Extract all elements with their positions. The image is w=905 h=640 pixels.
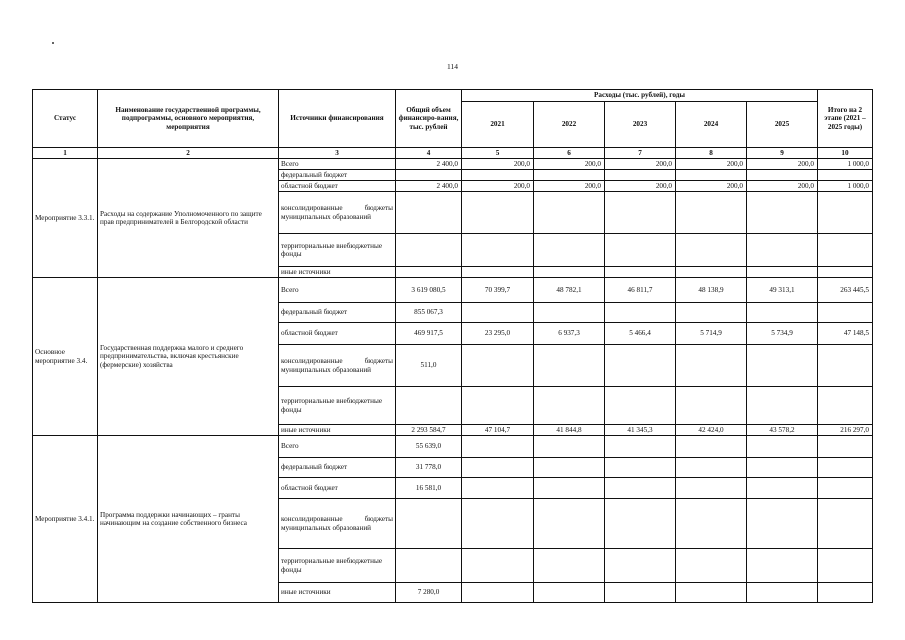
- total-cell: 16 581,0: [396, 478, 462, 499]
- year-cell: [462, 499, 534, 549]
- year-cell: [747, 499, 818, 549]
- year-cell: [676, 387, 747, 425]
- column-number: 10: [818, 148, 873, 159]
- column-number: 5: [462, 148, 534, 159]
- year-cell: [676, 583, 747, 603]
- year-cell: [676, 345, 747, 387]
- column-number: 9: [747, 148, 818, 159]
- column-number: 7: [605, 148, 676, 159]
- source-cell: территориальные внебюджетные фонды: [279, 234, 396, 267]
- total-cell: 55 639,0: [396, 436, 462, 458]
- year-cell: [605, 549, 676, 583]
- year-cell: [462, 170, 534, 181]
- total-cell: [396, 170, 462, 181]
- year-cell: [462, 549, 534, 583]
- stage-total-cell: [818, 192, 873, 234]
- year-cell: 200,0: [676, 181, 747, 192]
- year-cell: 43 578,2: [747, 425, 818, 436]
- year-cell: [676, 303, 747, 323]
- year-cell: [605, 387, 676, 425]
- column-number: 2: [98, 148, 279, 159]
- total-cell: 2 400,0: [396, 159, 462, 170]
- table-row: [33, 436, 873, 458]
- year-cell: 49 313,1: [747, 278, 818, 303]
- row-status: Мероприятие 3.3.1.: [33, 159, 98, 278]
- year-cell: [534, 478, 605, 499]
- year-cell: [534, 583, 605, 603]
- year-cell: [534, 458, 605, 478]
- year-cell: [676, 192, 747, 234]
- stage-total-cell: 1 000,0: [818, 181, 873, 192]
- year-cell: [534, 387, 605, 425]
- year-cell: [747, 436, 818, 458]
- year-cell: 70 399,7: [462, 278, 534, 303]
- year-cell: [747, 170, 818, 181]
- stage-total-cell: [818, 303, 873, 323]
- header-year: 2025: [747, 102, 818, 148]
- year-cell: [605, 170, 676, 181]
- year-cell: [605, 478, 676, 499]
- year-cell: 41 844,8: [534, 425, 605, 436]
- header-sources: Источники финансирования: [279, 90, 396, 148]
- scan-speck: [52, 42, 54, 44]
- year-cell: [747, 267, 818, 278]
- year-cell: [462, 478, 534, 499]
- source-cell: консолидированные бюджеты муниципальных образований: [279, 192, 396, 234]
- year-cell: [462, 583, 534, 603]
- year-cell: [605, 303, 676, 323]
- column-number-row: [33, 148, 873, 159]
- column-number: 3: [279, 148, 396, 159]
- total-cell: 7 280,0: [396, 583, 462, 603]
- year-cell: [462, 303, 534, 323]
- total-cell: 469 917,5: [396, 323, 462, 345]
- stage-total-cell: [818, 267, 873, 278]
- year-cell: 200,0: [747, 159, 818, 170]
- stage-total-cell: 216 297,0: [818, 425, 873, 436]
- table-row: [33, 278, 873, 303]
- year-cell: [534, 436, 605, 458]
- year-cell: [534, 303, 605, 323]
- stage-total-cell: [818, 345, 873, 387]
- year-cell: [605, 436, 676, 458]
- source-cell: областной бюджет: [279, 181, 396, 192]
- year-cell: [747, 234, 818, 267]
- year-cell: 200,0: [462, 159, 534, 170]
- source-cell: территориальные внебюджетные фонды: [279, 549, 396, 583]
- year-cell: [747, 478, 818, 499]
- source-cell: федеральный бюджет: [279, 303, 396, 323]
- stage-total-cell: 263 445,5: [818, 278, 873, 303]
- source-cell: консолидированные бюджеты муниципальных образований: [279, 499, 396, 549]
- year-cell: [676, 267, 747, 278]
- source-cell: федеральный бюджет: [279, 458, 396, 478]
- year-cell: 200,0: [676, 159, 747, 170]
- header-expenses: Расходы (тыс. рублей), годы: [462, 90, 818, 102]
- row-name: Государственная поддержка малого и среднего предпринимательства, включая крестьянские (фермерские) хозяйства: [98, 278, 279, 436]
- total-cell: [396, 387, 462, 425]
- total-cell: [396, 234, 462, 267]
- source-cell: иные источники: [279, 583, 396, 603]
- year-cell: 46 811,7: [605, 278, 676, 303]
- group-measure-3-3-1: [33, 159, 873, 278]
- column-number: 6: [534, 148, 605, 159]
- stage-total-cell: 47 148,5: [818, 323, 873, 345]
- year-cell: [747, 192, 818, 234]
- year-cell: [462, 345, 534, 387]
- year-cell: 48 138,9: [676, 278, 747, 303]
- year-cell: [605, 267, 676, 278]
- stage-total-cell: [818, 436, 873, 458]
- year-cell: [605, 458, 676, 478]
- year-cell: [605, 234, 676, 267]
- header-stage-total: Итого на 2 этапе (2021 – 2025 годы): [818, 90, 873, 148]
- year-cell: 200,0: [534, 159, 605, 170]
- source-cell: территориальные внебюджетные фонды: [279, 387, 396, 425]
- total-cell: [396, 549, 462, 583]
- header-status: Статус: [33, 90, 98, 148]
- year-cell: [462, 387, 534, 425]
- year-cell: [605, 192, 676, 234]
- stage-total-cell: [818, 478, 873, 499]
- year-cell: 6 937,3: [534, 323, 605, 345]
- source-cell: областной бюджет: [279, 323, 396, 345]
- stage-total-cell: [818, 499, 873, 549]
- source-cell: консолидированные бюджеты муниципальных образований: [279, 345, 396, 387]
- year-cell: [534, 549, 605, 583]
- source-cell: Всего: [279, 159, 396, 170]
- source-cell: иные источники: [279, 425, 396, 436]
- year-cell: [676, 234, 747, 267]
- year-cell: [534, 170, 605, 181]
- year-cell: [676, 549, 747, 583]
- source-cell: Всего: [279, 436, 396, 458]
- year-cell: [747, 583, 818, 603]
- year-cell: 5 466,4: [605, 323, 676, 345]
- year-cell: 200,0: [534, 181, 605, 192]
- total-cell: 2 293 584,7: [396, 425, 462, 436]
- header-year: 2023: [605, 102, 676, 148]
- year-cell: [534, 499, 605, 549]
- header-name: Наименование государственной программы, подпрограммы, основного мероприятия, мероприятия: [98, 90, 279, 148]
- year-cell: [462, 267, 534, 278]
- total-cell: 31 778,0: [396, 458, 462, 478]
- total-cell: 2 400,0: [396, 181, 462, 192]
- year-cell: [676, 458, 747, 478]
- stage-total-cell: 1 000,0: [818, 159, 873, 170]
- year-cell: 23 295,0: [462, 323, 534, 345]
- year-cell: 200,0: [462, 181, 534, 192]
- year-cell: [747, 458, 818, 478]
- stage-total-cell: [818, 234, 873, 267]
- group-measure-3-4-1: [33, 436, 873, 603]
- year-cell: [676, 478, 747, 499]
- page-number: 114: [447, 62, 458, 71]
- financing-table: [32, 89, 873, 603]
- year-cell: 5 714,9: [676, 323, 747, 345]
- year-cell: 5 734,9: [747, 323, 818, 345]
- year-cell: 41 345,3: [605, 425, 676, 436]
- year-cell: 48 782,1: [534, 278, 605, 303]
- year-cell: [534, 267, 605, 278]
- group-main-measure-3-4: [33, 278, 873, 436]
- year-cell: [605, 499, 676, 549]
- total-cell: 855 067,3: [396, 303, 462, 323]
- year-cell: [462, 436, 534, 458]
- year-cell: [676, 170, 747, 181]
- row-status: Основное мероприятие 3.4.: [33, 278, 98, 436]
- total-cell: [396, 499, 462, 549]
- header-year: 2024: [676, 102, 747, 148]
- year-cell: [534, 234, 605, 267]
- column-number: 8: [676, 148, 747, 159]
- table-row: [33, 159, 873, 170]
- year-cell: 47 104,7: [462, 425, 534, 436]
- row-name: Расходы на содержание Уполномоченного по защите прав предпринимателей в Белгородской области: [98, 159, 279, 278]
- year-cell: [462, 234, 534, 267]
- year-cell: [747, 549, 818, 583]
- year-cell: [462, 458, 534, 478]
- year-cell: 200,0: [605, 159, 676, 170]
- header-total: Общий объем финансиро-вания, тыс. рублей: [396, 90, 462, 148]
- year-cell: [534, 345, 605, 387]
- header-year: 2022: [534, 102, 605, 148]
- year-cell: [676, 436, 747, 458]
- row-status: Мероприятие 3.4.1.: [33, 436, 98, 603]
- column-number: 1: [33, 148, 98, 159]
- source-cell: Всего: [279, 278, 396, 303]
- year-cell: [747, 303, 818, 323]
- year-cell: 200,0: [747, 181, 818, 192]
- stage-total-cell: [818, 170, 873, 181]
- source-cell: областной бюджет: [279, 478, 396, 499]
- year-cell: [747, 387, 818, 425]
- column-number: 4: [396, 148, 462, 159]
- stage-total-cell: [818, 549, 873, 583]
- stage-total-cell: [818, 583, 873, 603]
- source-cell: федеральный бюджет: [279, 170, 396, 181]
- year-cell: [462, 192, 534, 234]
- total-cell: 511,0: [396, 345, 462, 387]
- total-cell: [396, 192, 462, 234]
- header-year: 2021: [462, 102, 534, 148]
- stage-total-cell: [818, 387, 873, 425]
- year-cell: 200,0: [605, 181, 676, 192]
- year-cell: [605, 583, 676, 603]
- source-cell: иные источники: [279, 267, 396, 278]
- year-cell: [676, 499, 747, 549]
- year-cell: 42 424,0: [676, 425, 747, 436]
- year-cell: [534, 192, 605, 234]
- year-cell: [605, 345, 676, 387]
- total-cell: [396, 267, 462, 278]
- row-name: Программа поддержки начинающих – гранты начинающим на создание собственного бизнеса: [98, 436, 279, 603]
- total-cell: 3 619 080,5: [396, 278, 462, 303]
- stage-total-cell: [818, 458, 873, 478]
- year-cell: [747, 345, 818, 387]
